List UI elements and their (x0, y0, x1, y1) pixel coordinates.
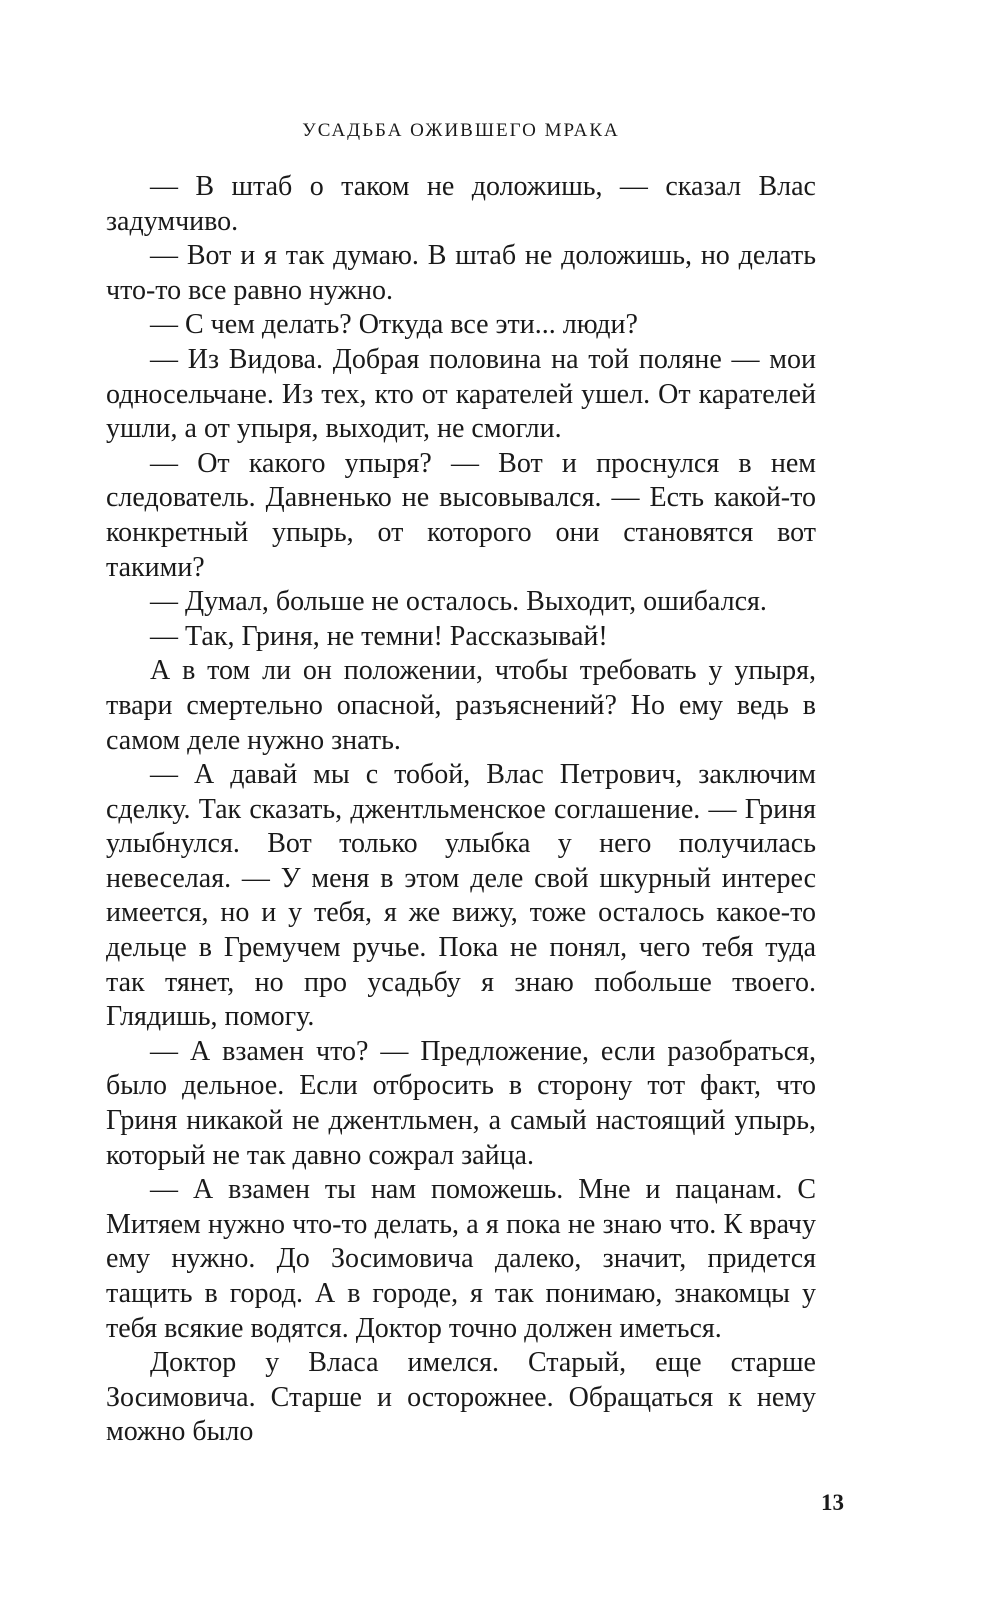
paragraph: — Вот и я так думаю. В штаб не доложишь, но делать что-то все равно нужно. (106, 240, 816, 306)
paragraph: — С чем делать? Откуда все эти... люди? (150, 309, 638, 341)
page-number: 13 (821, 1490, 844, 1515)
running-head: УСАДЬБА ОЖИВШЕГО МРАКА (302, 120, 620, 141)
paragraph: — Думал, больше не осталось. Выходит, ошибался. (150, 586, 767, 618)
body-text (106, 170, 816, 1450)
paragraph: — Из Видова. Добрая половина на той поляне — мои односельчане. Из тех, кто от карателей ушел. От карателей ушли, а от упыря, выходит, не смогли. (106, 343, 816, 445)
paragraph: — От какого упыря? — Вот и проснулся в нем следователь. Давненько не высовывался. — Есть какой-то конкретный упырь, от которого они становятся вот такими? (106, 447, 816, 583)
paragraph: Доктор у Власа имелся. Старый, еще старше Зосимовича. Старше и осторожнее. Обращаться к нему можно было (106, 1347, 816, 1448)
paragraph: — Так, Гриня, не темни! Рассказывай! (150, 620, 608, 652)
paragraph: — А давай мы с тобой, Влас Петрович, заключим сделку. Так сказать, джентльменское соглашение. — Гриня улыбнулся. Вот только улыбка у него получилась невеселая. — У меня в этом деле свой шкурный интерес имеется, но и у тебя, я же вижу, тоже осталось какое-то дельце в Гремучем ручье. Пока не понял, чего тебя туда так тянет, но про усадьбу я знаю побольше твоего. Глядишь, помогу. (106, 759, 816, 1033)
paragraph: — А взамен что? — Предложение, если разобраться, было дельное. Если отбросить в сторону тот факт, что Гриня никакой не джентльмен, а самый настоящий упырь, который не так давно сожрал зайца. (106, 1035, 816, 1171)
paragraph: — А взамен ты нам поможешь. Мне и пацанам. С Митяем нужно что-то делать, а я пока не знаю что. К врачу ему нужно. До Зосимовича далеко, значит, придется тащить в город. А в городе, я так понимаю, знакомцы у тебя всякие водятся. Доктор точно должен иметься. (106, 1174, 816, 1344)
paragraph: — В штаб о таком не доложишь, — сказал Влас задумчиво. (106, 171, 816, 237)
paragraph: А в том ли он положении, чтобы требовать у упыря, твари смертельно опасной, разъяснений? Но ему ведь в самом деле нужно знать. (106, 655, 816, 756)
